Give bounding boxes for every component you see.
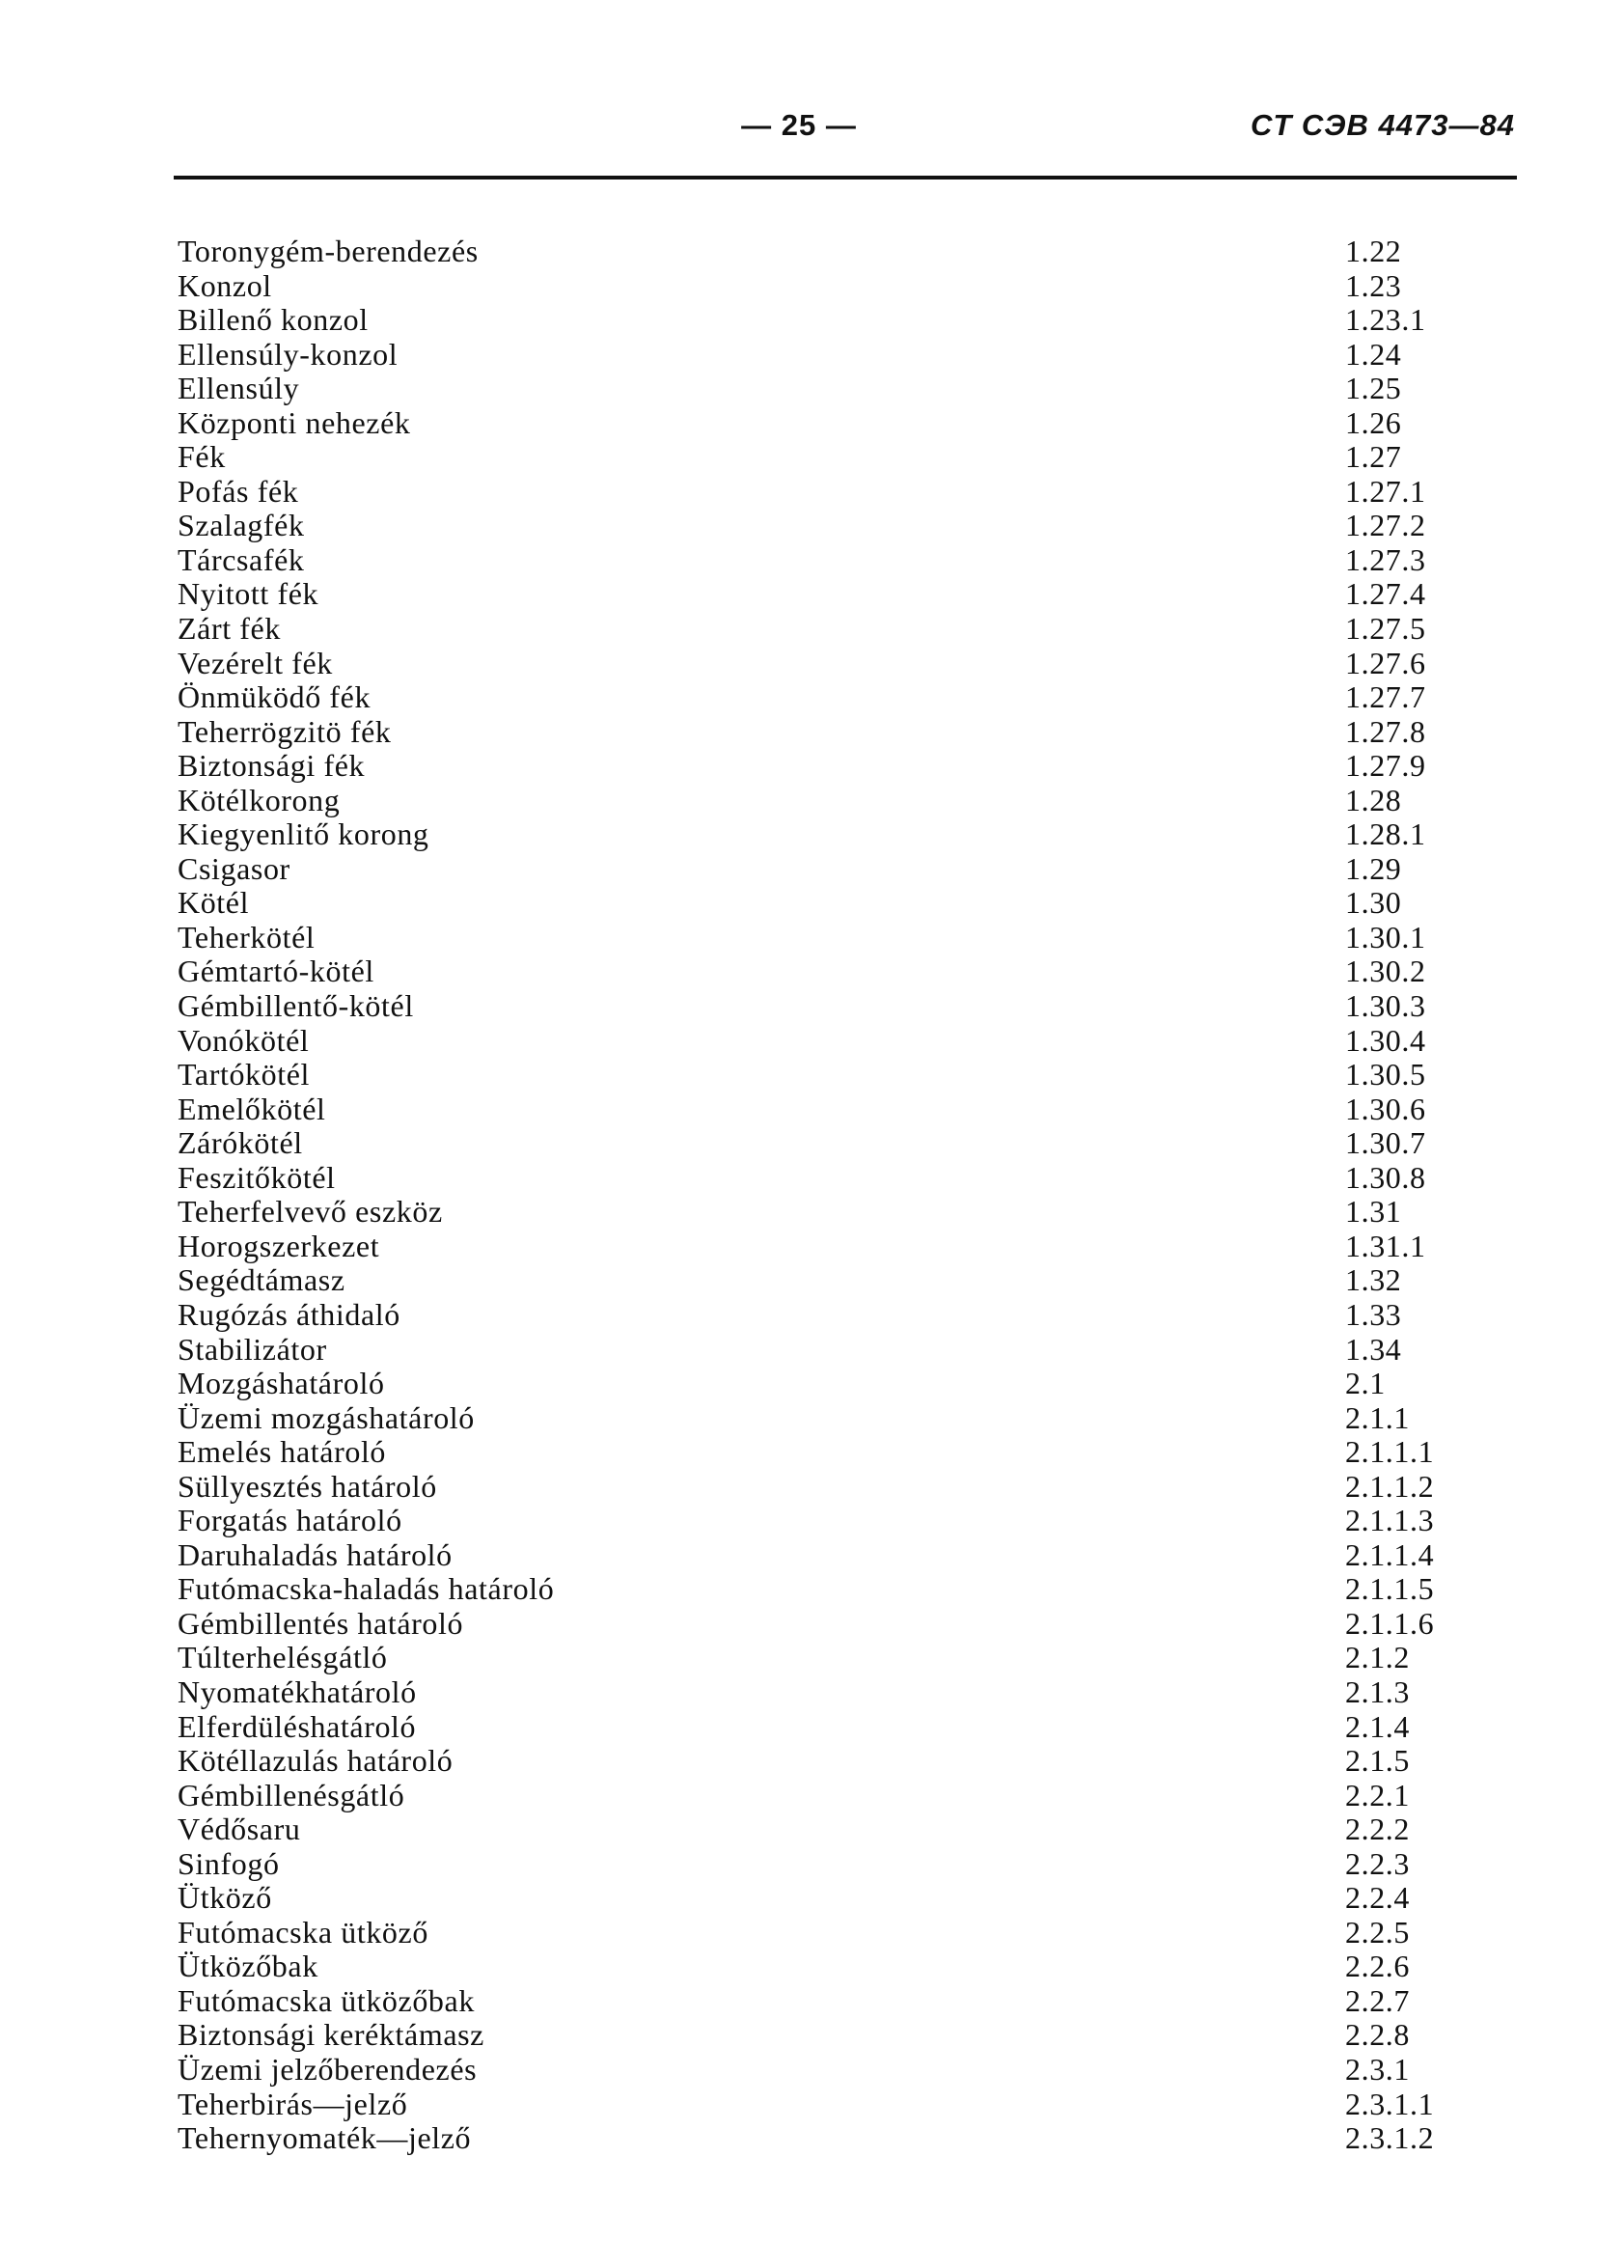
header-rule	[174, 176, 1517, 180]
term-name: Kiegyenlitő korong	[178, 816, 429, 852]
term-name: Önmüködő fék	[178, 679, 372, 715]
term-code: 1.29	[1345, 850, 1402, 886]
term-name: Tartókötél	[178, 1057, 311, 1093]
term-name: Ellensúly-konzol	[178, 336, 399, 372]
term-code: 1.30	[1345, 885, 1402, 921]
term-row	[178, 1504, 1461, 1538]
term-row	[178, 1230, 1461, 1264]
term-row	[178, 886, 1461, 921]
term-name: Teherrögzitö fék	[178, 713, 392, 749]
term-row	[178, 817, 1461, 852]
term-name: Futómacska ütközőbak	[178, 1982, 475, 2018]
term-code: 2.1.2	[1345, 1640, 1410, 1675]
term-row	[178, 1333, 1461, 1368]
term-row	[178, 475, 1461, 510]
term-name: Biztonsági keréktámasz	[178, 2017, 484, 2053]
term-code: 2.3.1	[1345, 2051, 1410, 2087]
term-code: 1.22	[1345, 234, 1402, 268]
term-row	[178, 509, 1461, 543]
term-name: Emelés határoló	[178, 1434, 387, 1470]
page-number: — 25 —	[741, 108, 857, 142]
term-name: Nyomatékhatároló	[178, 1673, 417, 1709]
term-row	[178, 372, 1461, 406]
term-name: Nyitott fék	[178, 576, 319, 612]
term-name: Fék	[178, 439, 226, 475]
term-name: Feszitőkötél	[178, 1159, 336, 1195]
term-row	[178, 680, 1461, 715]
term-name: Futómacska-haladás határoló	[178, 1571, 555, 1607]
term-name: Zárt fék	[178, 611, 281, 647]
term-row	[178, 440, 1461, 475]
term-name: Túlterhelésgátló	[178, 1640, 388, 1675]
term-name: Elferdüléshatároló	[178, 1708, 417, 1744]
term-name: Gémbillentés határoló	[178, 1605, 464, 1641]
term-row	[178, 1812, 1461, 1847]
term-name: Mozgáshatároló	[178, 1366, 385, 1401]
term-row	[178, 577, 1461, 612]
term-row	[178, 1641, 1461, 1675]
term-code: 2.2.5	[1345, 1914, 1410, 1950]
term-name: Tehernyomaték—jelző	[178, 2120, 472, 2156]
term-row	[178, 2121, 1461, 2156]
term-name: Süllyesztés határoló	[178, 1468, 437, 1504]
term-name: Üzemi jelzőberendezés	[178, 2051, 478, 2087]
term-name: Szalagfék	[178, 508, 305, 543]
term-row	[178, 1675, 1461, 1710]
term-row	[178, 1572, 1461, 1607]
term-name: Kötéllazulás határoló	[178, 1743, 454, 1779]
term-name: Védősaru	[178, 1812, 301, 1847]
term-row	[178, 1058, 1461, 1093]
term-code: 2.1.1.6	[1345, 1605, 1435, 1641]
term-row	[178, 647, 1461, 681]
term-row	[178, 1298, 1461, 1333]
term-code: 1.31.1	[1345, 1228, 1426, 1263]
term-row	[178, 2018, 1461, 2053]
term-code: 1.30.4	[1345, 1022, 1426, 1058]
term-code: 1.33	[1345, 1296, 1402, 1332]
terms-list	[178, 235, 1461, 2156]
term-row	[178, 338, 1461, 373]
term-code: 2.1.1.4	[1345, 1536, 1435, 1572]
term-code: 1.30.8	[1345, 1159, 1426, 1195]
term-row	[178, 784, 1461, 818]
term-row	[178, 715, 1461, 750]
term-name: Billenő konzol	[178, 302, 369, 338]
term-row	[178, 989, 1461, 1024]
term-row	[178, 1607, 1461, 1642]
term-code: 2.1.1.3	[1345, 1503, 1435, 1538]
term-code: 2.2.2	[1345, 1812, 1410, 1847]
term-name: Vonókötél	[178, 1022, 310, 1058]
term-row	[178, 1881, 1461, 1916]
term-name: Csigasor	[178, 850, 290, 886]
term-name: Futómacska ütköző	[178, 1914, 428, 1950]
term-row	[178, 1161, 1461, 1196]
term-row	[178, 269, 1461, 304]
term-name: Konzol	[178, 267, 272, 303]
term-code: 1.25	[1345, 371, 1402, 406]
term-code: 1.34	[1345, 1331, 1402, 1367]
term-row	[178, 1950, 1461, 1984]
term-row	[178, 303, 1461, 338]
term-row	[178, 1093, 1461, 1127]
term-row	[178, 1779, 1461, 1813]
term-code: 1.32	[1345, 1262, 1402, 1298]
term-code: 2.2.4	[1345, 1880, 1410, 1916]
term-name: Pofás fék	[178, 473, 299, 509]
term-name: Központi nehezék	[178, 404, 411, 440]
term-name: Ütközőbak	[178, 1949, 318, 1984]
term-name: Stabilizátor	[178, 1331, 327, 1367]
term-code: 2.1.1	[1345, 1399, 1410, 1435]
term-code: 2.2.1	[1345, 1777, 1410, 1812]
term-name: Zárókötél	[178, 1125, 303, 1161]
term-code: 2.1	[1345, 1366, 1386, 1401]
term-row	[178, 1263, 1461, 1298]
term-name: Üzemi mozgáshatároló	[178, 1399, 475, 1435]
term-code: 1.30.7	[1345, 1125, 1426, 1161]
term-row	[178, 235, 1461, 269]
term-row	[178, 1470, 1461, 1505]
term-code: 1.26	[1345, 404, 1402, 440]
term-code: 1.27.7	[1345, 679, 1426, 715]
term-name: Emelőkötél	[178, 1091, 326, 1126]
term-code: 1.30.2	[1345, 954, 1426, 989]
term-row	[178, 543, 1461, 578]
term-name: Kötélkorong	[178, 782, 341, 817]
term-row	[178, 1401, 1461, 1436]
term-code: 2.1.1.5	[1345, 1571, 1435, 1607]
term-code: 2.1.5	[1345, 1743, 1410, 1779]
term-name: Teherkötél	[178, 919, 316, 954]
document-code: CT CЭB 4473—84	[1250, 108, 1515, 142]
term-name: Segédtámasz	[178, 1262, 345, 1298]
term-code: 1.27.5	[1345, 611, 1426, 647]
term-name: Ellensúly	[178, 371, 300, 406]
term-name: Kötél	[178, 885, 250, 921]
term-row	[178, 1847, 1461, 1882]
term-row	[178, 1435, 1461, 1470]
term-row	[178, 954, 1461, 989]
term-code: 1.28	[1345, 782, 1402, 817]
term-name: Ütköző	[178, 1880, 272, 1916]
term-name: Gémbillenésgátló	[178, 1777, 405, 1812]
term-code: 1.30.6	[1345, 1091, 1426, 1126]
term-code: 2.2.8	[1345, 2017, 1410, 2053]
term-code: 1.24	[1345, 336, 1402, 372]
term-name: Teherfelvevő eszköz	[178, 1194, 443, 1230]
term-code: 1.27.8	[1345, 713, 1426, 749]
term-code: 2.1.1.1	[1345, 1434, 1435, 1470]
term-name: Horogszerkezet	[178, 1228, 380, 1263]
term-row	[178, 406, 1461, 441]
term-code: 1.23.1	[1345, 302, 1426, 338]
term-row	[178, 2053, 1461, 2088]
term-code: 1.30.1	[1345, 919, 1426, 954]
term-code: 1.31	[1345, 1194, 1402, 1230]
term-code: 2.2.7	[1345, 1982, 1410, 2018]
term-code: 1.30.5	[1345, 1057, 1426, 1093]
term-name: Gémtartó-kötél	[178, 954, 374, 989]
term-code: 1.27	[1345, 439, 1402, 475]
term-code: 2.2.3	[1345, 1845, 1410, 1881]
term-row	[178, 1916, 1461, 1950]
term-row	[178, 1024, 1461, 1059]
term-name: Sinfogó	[178, 1845, 280, 1881]
term-row	[178, 612, 1461, 647]
term-code: 1.27.9	[1345, 748, 1426, 784]
term-code: 1.28.1	[1345, 816, 1426, 852]
term-name: Daruhaladás határoló	[178, 1536, 453, 1572]
term-code: 1.27.3	[1345, 541, 1426, 577]
term-row	[178, 1538, 1461, 1573]
term-name: Toronygém-berendezés	[178, 234, 479, 268]
term-name: Gémbillentő-kötél	[178, 988, 414, 1024]
term-row	[178, 1984, 1461, 2019]
term-code: 1.23	[1345, 267, 1402, 303]
term-code: 2.2.6	[1345, 1949, 1410, 1984]
term-row	[178, 852, 1461, 887]
term-code: 2.1.1.2	[1345, 1468, 1435, 1504]
term-code: 1.30.3	[1345, 988, 1426, 1024]
term-row	[178, 749, 1461, 784]
term-name: Vezérelt fék	[178, 645, 333, 680]
term-row	[178, 1195, 1461, 1230]
term-code: 2.1.4	[1345, 1708, 1410, 1744]
term-code: 1.27.4	[1345, 576, 1426, 612]
term-row	[178, 921, 1461, 955]
term-row	[178, 2088, 1461, 2122]
term-name: Rugózás áthidaló	[178, 1296, 400, 1332]
term-row	[178, 1367, 1461, 1401]
term-row	[178, 1710, 1461, 1745]
term-row	[178, 1126, 1461, 1161]
term-code: 2.3.1.2	[1345, 2120, 1435, 2156]
term-name: Teherbirás—jelző	[178, 2086, 408, 2121]
term-name: Forgatás határoló	[178, 1503, 402, 1538]
page-header	[174, 108, 1515, 166]
term-code: 1.27.6	[1345, 645, 1426, 680]
term-code: 2.1.3	[1345, 1673, 1410, 1709]
term-code: 1.27.1	[1345, 473, 1426, 509]
term-row	[178, 1744, 1461, 1779]
term-code: 2.3.1.1	[1345, 2086, 1435, 2121]
term-name: Tárcsafék	[178, 541, 305, 577]
term-code: 1.27.2	[1345, 508, 1426, 543]
term-name: Biztonsági fék	[178, 748, 366, 784]
